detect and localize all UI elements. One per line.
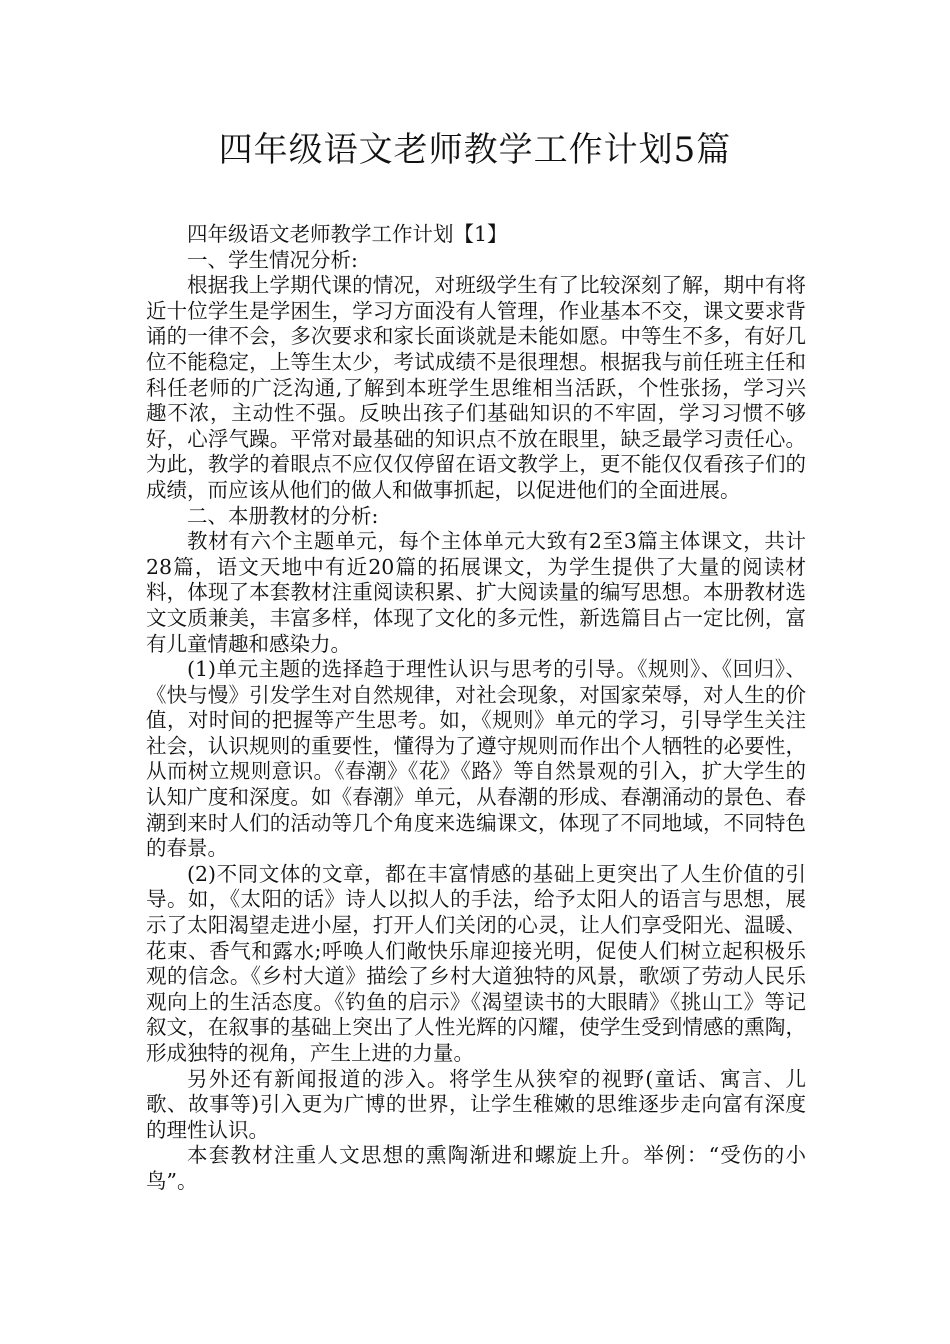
paragraph: 本套教材注重人文思想的熏陶渐进和螺旋上升。举例：“受伤的小鸟”。 xyxy=(146,1143,806,1193)
document-body xyxy=(146,222,806,1195)
document-title: 四年级语文老师教学工作计划5篇 xyxy=(218,130,732,170)
subheading: 一、学生情况分析: xyxy=(187,247,358,272)
paragraph: 另外还有新闻报道的涉入。将学生从狭窄的视野(童话、寓言、儿歌、故事等)引入更为广博的世界，让学生稚嫩的思维逐步走向富有深度的理性认识。 xyxy=(146,1066,806,1142)
paragraph: (1)单元主题的选择趋于理性认识与思考的引导。《规则》、《回归》、《快与慢》引发学生对自然规律，对社会现象，对国家荣辱，对人生的价值，对时间的把握等产生思考。如，《规则》单元的学习，引导学生关注社会，认识规则的重要性，懂得为了遵守规则而作出个人牺牲的必要性，从而树立规则意识。《春潮》《花》《路》等自然景观的引入，扩大学生的认知广度和深度。如《春潮》单元，从春潮的形成、春潮涌动的景色、春潮到来时人们的活动等几个角度来选编课文，体现了不同地域，不同特色的春景。 xyxy=(146,657,806,861)
paragraph: 根据我上学期代课的情况，对班级学生有了比较深刻了解，期中有将近十位学生是学困生，学习方面没有人管理，作业基本不交，课文要求背诵的一律不会，多次要求和家长面谈就是未能如愿。中等生不多，有好几位不能稳定，上等生太少，考试成绩不是很理想。根据我与前任班主任和科任老师的广泛沟通,了解到本班学生思维相当活跃，个性张扬，学习兴趣不浓，主动性不强。反映出孩子们基础知识的不牢固，学习习惯不够好，心浮气躁。平常对最基础的知识点不放在眼里，缺乏最学习责任心。为此，教学的着眼点不应仅仅停留在语文教学上，更不能仅仅看孩子们的成绩，而应该从他们的做人和做事抓起，以促进他们的全面进展。 xyxy=(146,273,806,502)
paragraph: 教材有六个主题单元，每个主体单元大致有2至3篇主体课文，共计28篇，语文天地中有近20篇的拓展课文，为学生提供了大量的阅读材料，体现了本套教材注重阅读积累、扩大阅读量的编写思想。本册教材选文文质兼美，丰富多样，体现了文化的多元性，新选篇目占一定比例，富有儿童情趣和感染力。 xyxy=(146,529,806,656)
section-heading: 四年级语文老师教学工作计划【1】 xyxy=(187,222,508,246)
subheading: 二、本册教材的分析: xyxy=(187,503,379,528)
paragraph: (2)不同文体的文章，都在丰富情感的基础上更突出了人生价值的引导。如，《太阳的话》诗人以拟人的手法，给予太阳人的语言与思想，展示了太阳渴望走进小屋，打开人们关闭的心灵，让人们享受阳光、温暖、花束、香气和露水;呼唤人们敞快乐扉迎接光明，促使人们树立起积极乐观的信念。《乡村大道》描绘了乡村大道独特的风景，歌颂了劳动人民乐观向上的生活态度。《钓鱼的启示》《渴望读书的大眼睛》《挑山工》等记叙文，在叙事的基础上突出了人性光辉的闪耀，使学生受到情感的熏陶，形成独特的视角，产生上进的力量。 xyxy=(146,861,806,1065)
